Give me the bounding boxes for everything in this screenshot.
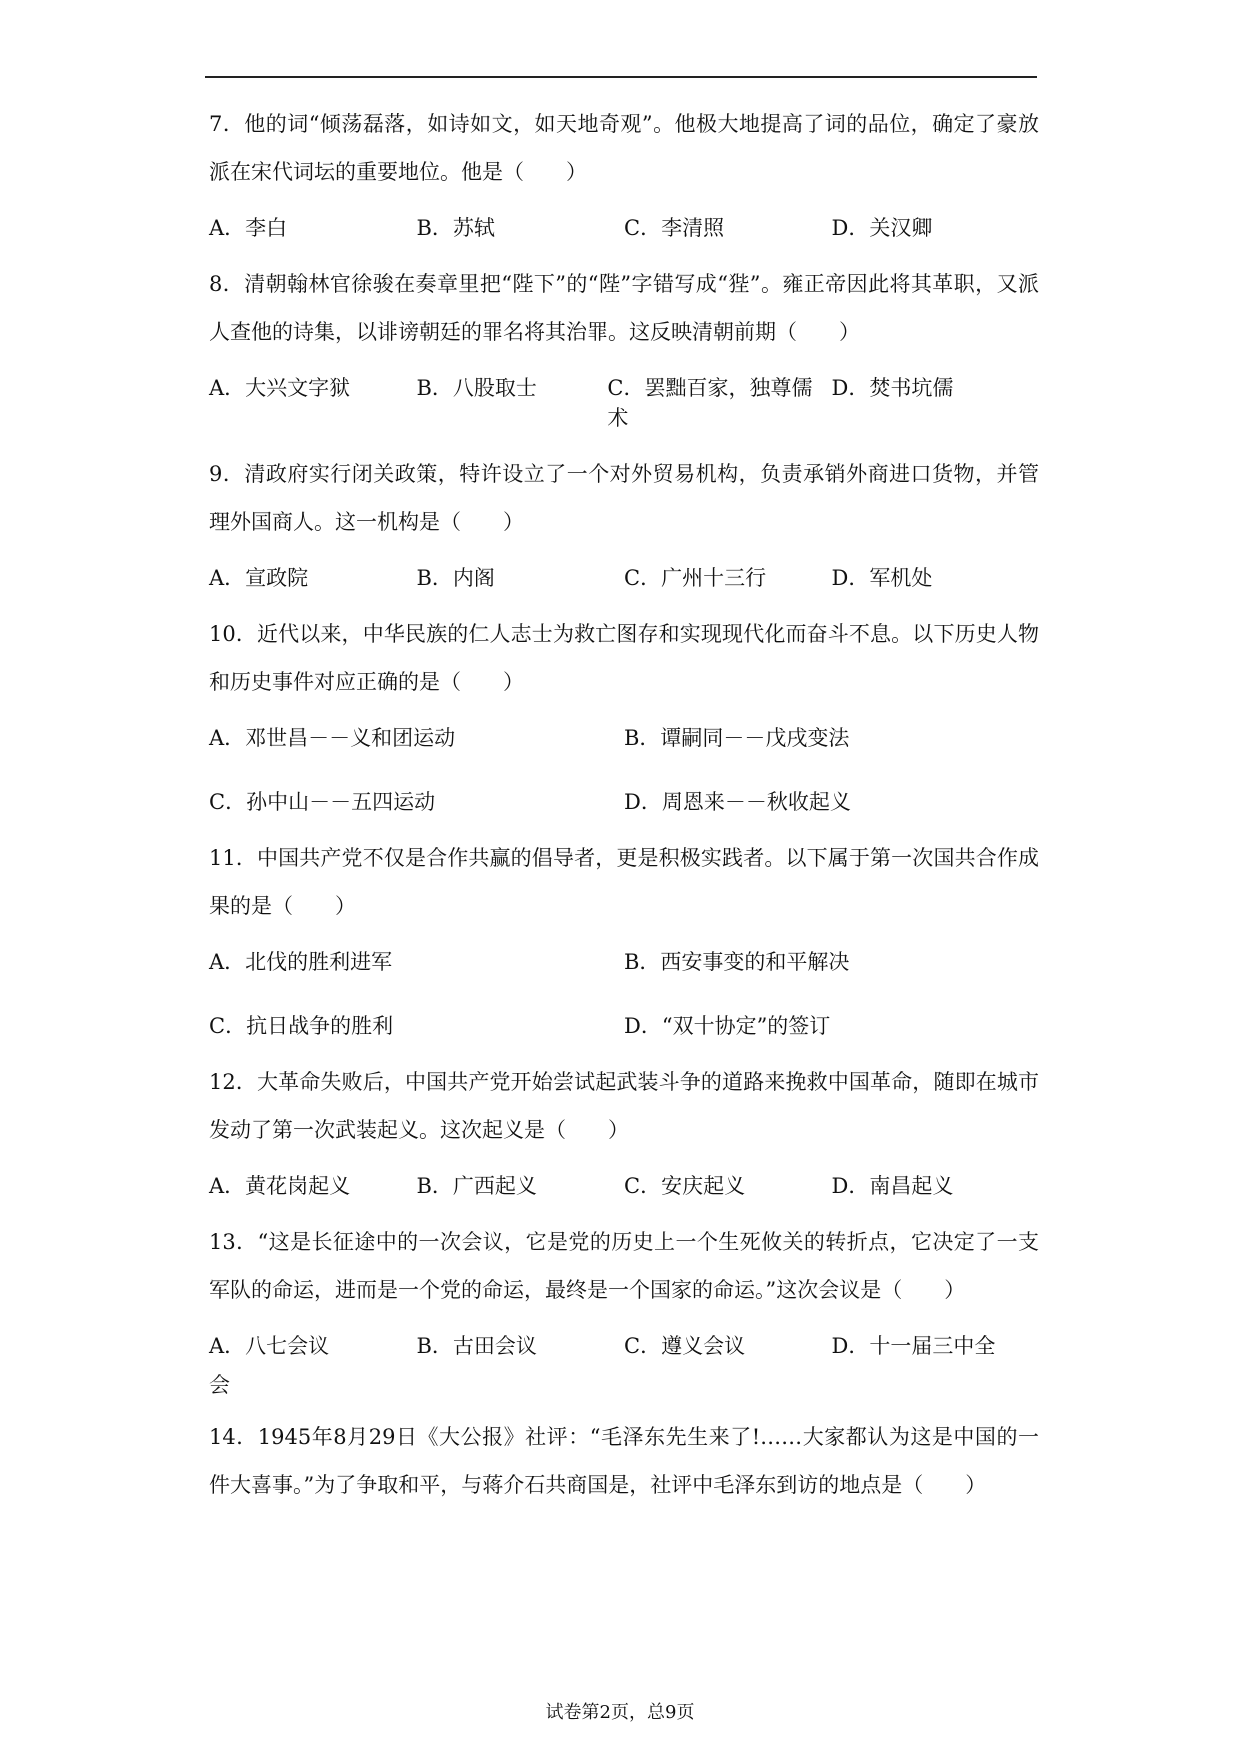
question-10	[209, 610, 1039, 817]
question-stem: 10．近代以来，中华民族的仁人志士为救亡图存和实现现代化而奋斗不息。以下历史人物和历史事件对应正确的是（ ）	[209, 622, 1039, 694]
question-stem: 13．“这是长征途中的一次会议，它是党的历史上一个生死攸关的转折点，它决定了一支军队的命运，进而是一个党的命运，最终是一个国家的命运。”这次会议是（ ）	[209, 1230, 1039, 1302]
option-c[interactable]: C．广州十三行	[624, 566, 767, 590]
option-d[interactable]: D．南昌起义	[831, 1174, 954, 1198]
options	[209, 563, 1039, 593]
option-a[interactable]: A．大兴文字狱	[209, 376, 351, 400]
question-8	[209, 260, 1039, 433]
question-stem: 11．中国共产党不仅是合作共赢的倡导者，更是积极实践者。以下属于第一次国共合作成果的是（ ）	[209, 846, 1039, 918]
question-7	[209, 100, 1039, 243]
option-c[interactable]: C．李清照	[624, 216, 725, 240]
question-stem: 7．他的词“倾荡磊落，如诗如文，如天地奇观”。他极大地提高了词的品位，确定了豪放派在宋代词坛的重要地位。他是（ ）	[209, 112, 1039, 184]
option-c[interactable]: C．遵义会议	[624, 1334, 746, 1358]
option-d[interactable]: D．“双十协定”的签订	[624, 1014, 831, 1038]
option-a[interactable]: A．北伐的胜利进军	[209, 950, 393, 974]
option-d[interactable]: D．军机处	[831, 566, 933, 590]
options	[209, 947, 1039, 1041]
question-14	[209, 1413, 1039, 1509]
option-b[interactable]: B．内阁	[416, 566, 495, 590]
option-b[interactable]: B．西安事变的和平解决	[624, 950, 850, 974]
option-a[interactable]: A．宣政院	[209, 566, 309, 590]
option-c[interactable]: C．安庆起义	[624, 1174, 746, 1198]
option-b[interactable]: B．古田会议	[416, 1334, 537, 1358]
option-d[interactable]: D．焚书坑儒	[831, 376, 954, 400]
option-c[interactable]: C．罢黜百家，独尊儒术	[607, 376, 813, 430]
option-b[interactable]: B．谭嗣同－－戊戌变法	[624, 726, 850, 750]
option-d-wrap: 会	[209, 1373, 230, 1397]
option-b[interactable]: B．苏轼	[416, 216, 495, 240]
options	[209, 1331, 1039, 1409]
header-rule	[205, 76, 1037, 78]
option-d[interactable]: D．十一届三中全	[831, 1334, 996, 1358]
option-b[interactable]: B．广西起义	[416, 1174, 537, 1198]
option-a[interactable]: A．八七会议	[209, 1334, 330, 1358]
option-c[interactable]: C．抗日战争的胜利	[209, 1014, 394, 1038]
option-c[interactable]: C．孙中山－－五四运动	[209, 790, 436, 814]
question-13	[209, 1218, 1039, 1409]
question-stem: 9．清政府实行闭关政策，特许设立了一个对外贸易机构，负责承销外商进口货物，并管理外国商人。这一机构是（ ）	[209, 462, 1039, 534]
question-9	[209, 450, 1039, 593]
options	[209, 373, 1039, 433]
option-d[interactable]: D．关汉卿	[831, 216, 933, 240]
option-b[interactable]: B．八股取士	[416, 376, 537, 400]
options	[209, 723, 1039, 817]
options	[209, 213, 1039, 243]
exam-content	[209, 100, 1039, 1509]
options	[209, 1171, 1039, 1201]
question-stem: 12．大革命失败后，中国共产党开始尝试起武装斗争的道路来挽救中国革命，随即在城市发动了第一次武装起义。这次起义是（ ）	[209, 1070, 1039, 1142]
question-12	[209, 1058, 1039, 1201]
option-a[interactable]: A．黄花岗起义	[209, 1174, 351, 1198]
option-d[interactable]: D．周恩来－－秋收起义	[624, 790, 851, 814]
question-stem: 8．清朝翰林官徐骏在奏章里把“陛下”的“陛”字错写成“狴”。雍正帝因此将其革职，又派人查他的诗集，以诽谤朝廷的罪名将其治罪。这反映清朝前期（ ）	[209, 272, 1039, 344]
question-11	[209, 834, 1039, 1041]
page-footer: 试卷第2页，总9页	[545, 1702, 695, 1723]
option-a[interactable]: A．邓世昌－－义和团运动	[209, 726, 456, 750]
question-stem: 14．1945年8月29日《大公报》社评：“毛泽东先生来了!……大家都认为这是中国的一件大喜事。”为了争取和平，与蒋介石共商国是，社评中毛泽东到访的地点是（ ）	[209, 1425, 1039, 1497]
option-a[interactable]: A．李白	[209, 216, 288, 240]
